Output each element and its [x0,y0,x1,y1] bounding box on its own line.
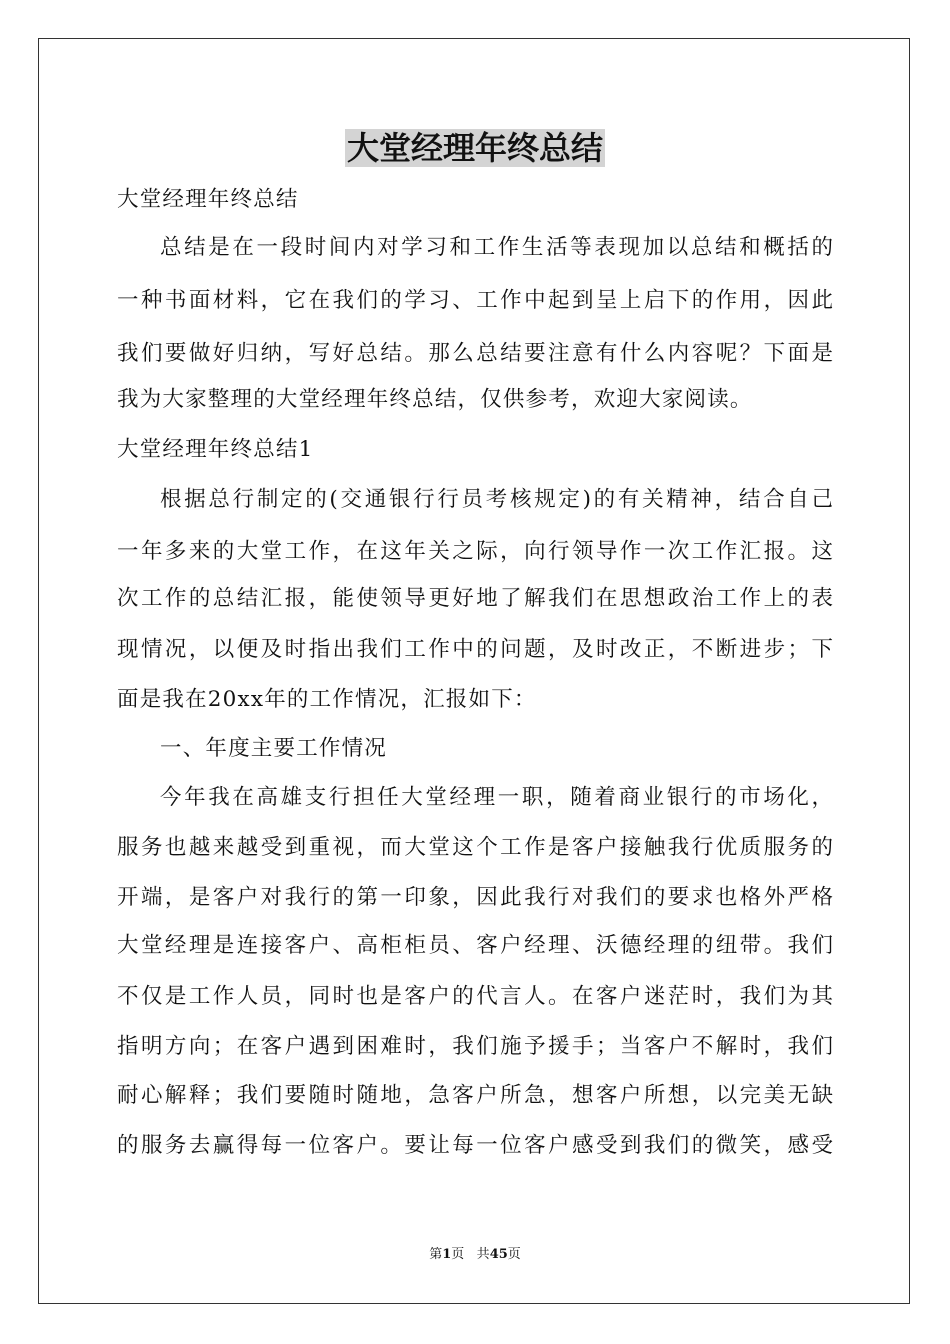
body-line: 耐心解释；我们要随时随地，急客户所急，想客户所想，以完美无缺 [117,1083,833,1108]
body-line: 服务也越来越受到重视，而大堂这个工作是客户接触我行优质服务的 [117,835,833,860]
section1-line: 现情况，以便及时指出我们工作中的问题，及时改正，不断进步；下 [117,637,833,662]
footer-total-suffix: 页 [507,1247,521,1262]
section1-line: 次工作的总结汇报，能使领导更好地了解我们在思想政治工作上的表 [117,586,833,611]
body-line: 的服务去赢得每一位客户。要让每一位客户感受到我们的微笑，感受 [117,1133,833,1158]
body-line: 今年我在高雄支行担任大堂经理一职，随着商业银行的市场化， [160,785,833,810]
subheading: 一、年度主要工作情况 [160,736,388,761]
footer-total-pages: 45 [489,1247,508,1262]
intro-line: 总结是在一段时间内对学习和工作生活等表现加以总结和概括的 [160,235,833,260]
document-title-text: 大堂经理年终总结 [346,129,603,167]
footer-page-suffix: 页 [451,1247,465,1262]
footer-page-number: 1 [442,1247,452,1262]
section1-line: 根据总行制定的(交通银行行员考核规定)的有关精神，结合自己 [160,487,833,512]
footer-prefix: 第 [429,1247,443,1262]
document-subtitle: 大堂经理年终总结 [117,187,299,212]
body-line: 大堂经理是连接客户、高柜柜员、客户经理、沃德经理的纽带。我们 [117,933,833,958]
section-heading: 大堂经理年终总结1 [117,437,314,462]
intro-line: 我为大家整理的大堂经理年终总结，仅供参考，欢迎大家阅读。 [117,387,753,412]
intro-line: 一种书面材料，它在我们的学习、工作中起到呈上启下的作用，因此 [117,288,833,313]
body-line: 不仅是工作人员，同时也是客户的代言人。在客户迷茫时，我们为其 [117,984,833,1009]
page-border [38,38,910,1304]
footer-total-prefix: 共 [476,1247,490,1262]
document-title [0,126,950,170]
intro-line: 我们要做好归纳，写好总结。那么总结要注意有什么内容呢？下面是 [117,341,833,366]
section1-line: 面是我在20xx年的工作情况，汇报如下： [117,687,537,712]
body-line: 指明方向；在客户遇到困难时，我们施予援手；当客户不解时，我们 [117,1034,833,1059]
section1-line: 一年多来的大堂工作，在这年关之际，向行领导作一次工作汇报。这 [117,539,833,564]
body-line: 开端，是客户对我行的第一印象，因此我行对我们的要求也格外严格 [117,885,833,910]
page-footer [0,1246,950,1264]
